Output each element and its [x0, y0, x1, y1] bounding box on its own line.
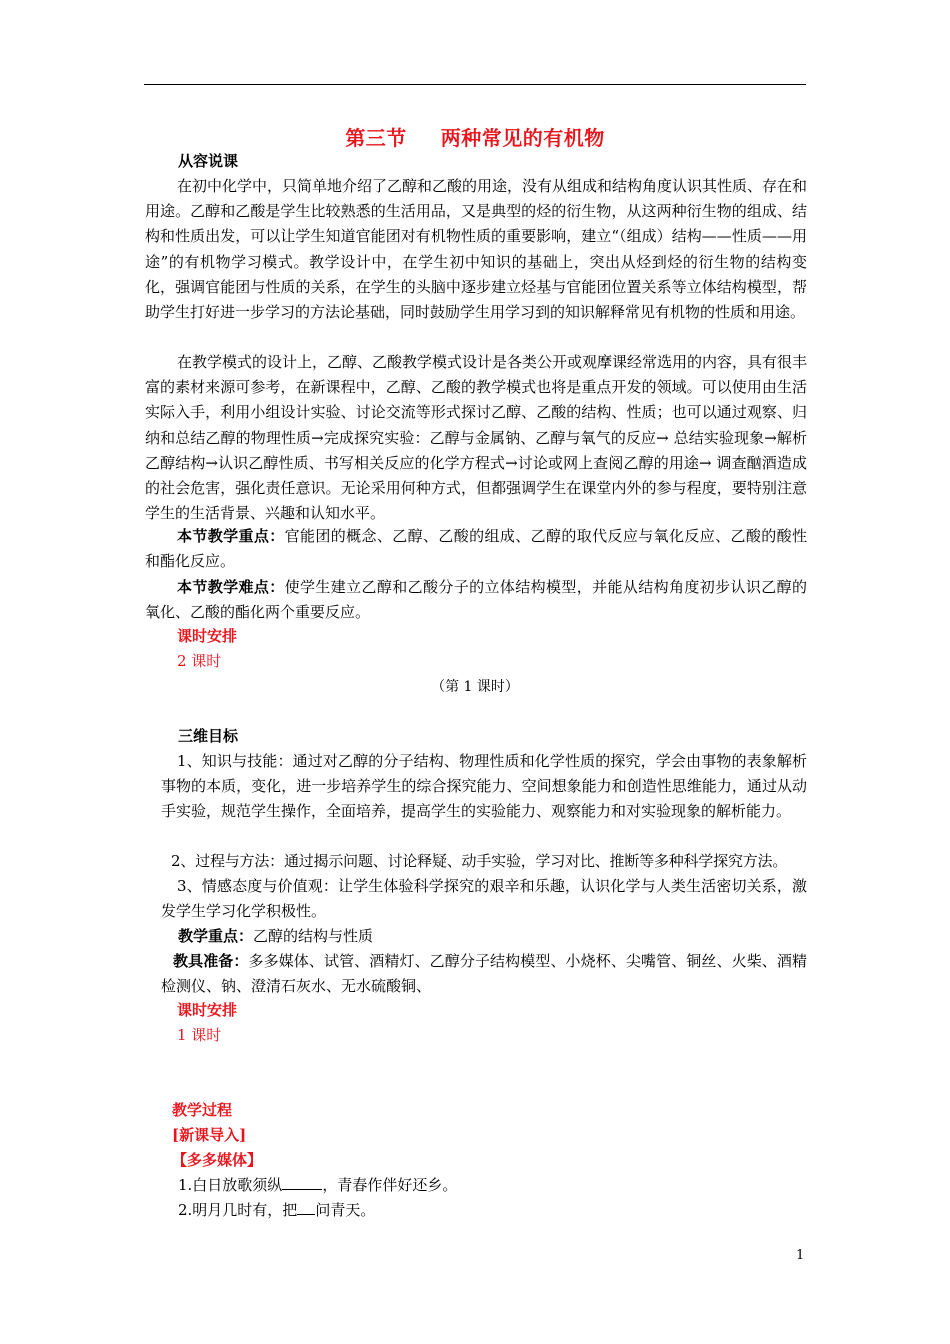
- fill-blank-1[interactable]: [282, 1174, 322, 1190]
- multimedia-label: 【多多媒体】: [172, 1151, 263, 1169]
- equipment-label: 教具准备：: [173, 952, 249, 970]
- new-lesson-intro: [新课导入]: [172, 1126, 247, 1144]
- goal-emotion: 3、情感态度与价值观：让学生体验科学探究的艰辛和乐趣，认识化学与人类生活密切关系，激发学生学习化学积极性。: [161, 877, 807, 921]
- schedule-heading-1: 课时安排: [177, 627, 238, 645]
- key-point-label: 教学重点：: [178, 927, 254, 945]
- paragraph-intro: 在初中化学中，只简单地介绍了乙醇和乙酸的用途，没有从组成和结构角度认识其性质、存在和用途。乙醇和乙酸是学生比较熟悉的生活用品，又是典型的烃的衍生物，从这两种衍生物的组成、结构和性质出发，可以让学生知道官能团对有机物性质的重要影响，建立“（组成）结构——性质——用途”的有机物学习模式。教学设计中，在学生初中知识的基础上，突出从烃到烃的衍生物的结构变化，强调官能团与性质的关系，在学生的头脑中逐步建立烃基与官能团位置关系等立体结构模型，帮助学生打好进一步学习的方法论基础，同时鼓励学生用学习到的知识解释常见有机物的性质和用途。: [145, 177, 808, 322]
- heading-congrong: 从容说课: [178, 152, 239, 170]
- poem-line-2-start: 2.明月几时有，把: [178, 1201, 298, 1219]
- paragraph-model: 在教学模式的设计上，乙醇、乙酸教学模式设计是各类公开或观摩课经常选用的内容，具有很丰富的素材来源可参考，在新课程中，乙醇、乙酸的教学模式也将是重点开发的领域。可以使用由生活实际入手，利用小组设计实验、讨论交流等形式探讨乙醇、乙酸的结构、性质；也可以通过观察、归纳和总结乙醇的物理性质→完成探究实验：乙醇与金属钠、乙醇与氧气的反应→ 总结实验现象→解析乙醇结构→认识乙醇性质、书写相关反应的化学方程式→讨论或网上查阅乙醇的用途→ 调查酗酒造成的社会危害，强化责任意识。无论采用何种方式，但都强调学生在课堂内外的参与程度，要特别注意学生的生活背景、兴趣和认知水平。: [145, 353, 808, 523]
- header-rule: [144, 84, 806, 85]
- poem-line-2: [178, 1198, 375, 1223]
- goal-process: 2、过程与方法：通过揭示问题、讨论释疑、动手实验，学习对比、推断等多种科学探究方法。: [171, 852, 788, 870]
- poem-line-2-end: 问青天。: [315, 1201, 376, 1219]
- difficulty-text: 使学生建立乙醇和乙酸分子的立体结构模型，并能从结构角度初步认识乙醇的氧化、乙酸的酯化两个重要反应。: [145, 578, 807, 622]
- poem-line-1-end: ，青春作伴好还乡。: [322, 1176, 458, 1194]
- equipment-text: 多多媒体、试管、酒精灯、乙醇分子结构模型、小烧杯、尖嘴管、铜丝、火柴、酒精检测仪、钠、澄清石灰水、无水硫酸铜、: [161, 952, 807, 996]
- fill-blank-2[interactable]: [297, 1199, 315, 1215]
- lesson-marker: （第 1 课时）: [431, 679, 519, 695]
- schedule-value-2: 1 课时: [177, 1026, 222, 1044]
- process-heading: 教学过程: [172, 1101, 233, 1119]
- schedule-heading-2: 课时安排: [177, 1001, 238, 1019]
- goals-heading: 三维目标: [178, 727, 239, 745]
- equipment-paragraph: [161, 949, 807, 999]
- key-point: [178, 924, 373, 949]
- page-number: 1: [796, 1248, 805, 1263]
- poem-line-1: [178, 1173, 457, 1198]
- section-number: 第三节: [345, 126, 407, 150]
- section-name: 两种常见的有机物: [440, 126, 605, 150]
- goal-knowledge: 1、知识与技能：通过对乙醇的分子结构、物理性质和化学性质的探究，学会由事物的表象解析事物的本质，变化，进一步培养学生的综合探究能力、空间想象能力和创造性思维能力，通过从动手实验，规范学生操作，全面培养，提高学生的实验能力、观察能力和对实验现象的解析能力。: [161, 752, 807, 821]
- focus-label: 本节教学重点：: [177, 527, 285, 545]
- key-point-text: 乙醇的结构与性质: [253, 927, 374, 945]
- poem-line-1-start: 1.白日放歌须纵: [178, 1176, 283, 1194]
- focus-paragraph: [145, 524, 807, 574]
- difficulty-label: 本节教学难点：: [177, 578, 285, 596]
- section-title: [0, 122, 950, 151]
- schedule-value-1: 2 课时: [177, 652, 222, 670]
- focus-text: 官能团的概念、乙醇、乙酸的组成、乙醇的取代反应与氧化反应、乙酸的酸性和酯化反应。: [145, 527, 807, 571]
- difficulty-paragraph: [145, 575, 807, 625]
